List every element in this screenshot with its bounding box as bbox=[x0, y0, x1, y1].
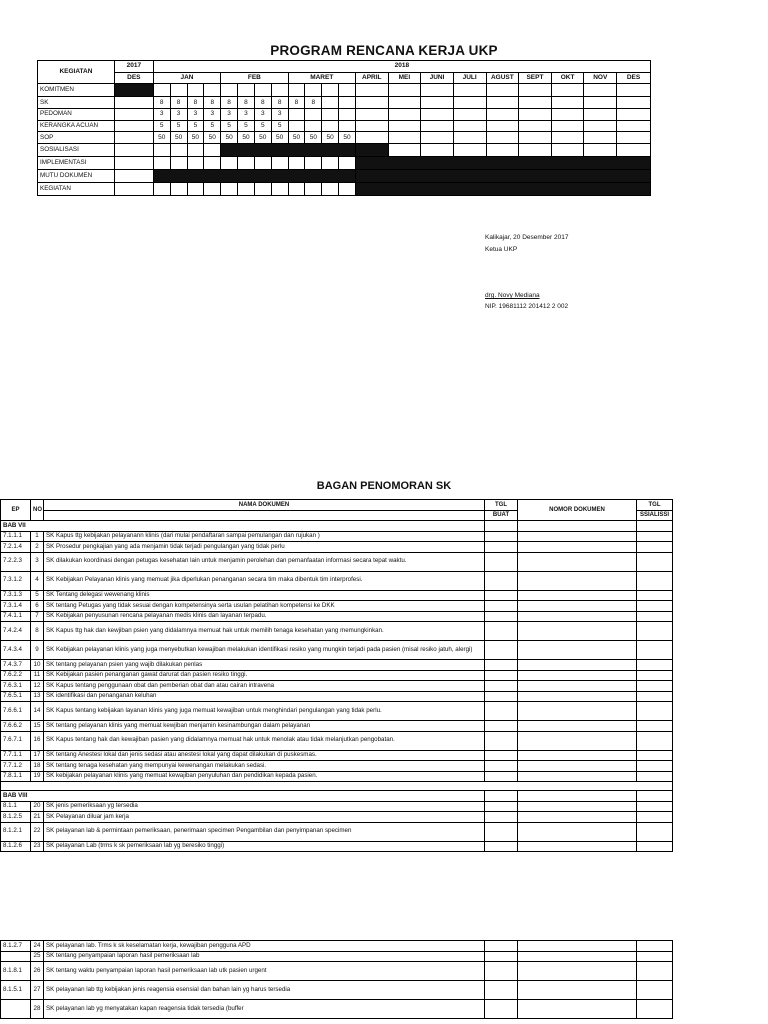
gantt-value: 8 bbox=[305, 97, 322, 109]
table-row bbox=[1, 691, 673, 702]
nomor-dokumen-cell bbox=[518, 542, 637, 553]
nomor-dokumen-cell bbox=[518, 812, 637, 823]
nomor-dokumen-cell bbox=[518, 962, 637, 981]
ep-cell: 8.1.2.6 bbox=[1, 841, 31, 852]
tgl-sosialisasi-cell bbox=[637, 622, 673, 641]
table-row bbox=[1, 552, 673, 571]
tgl-buat-cell bbox=[485, 542, 518, 553]
gantt-value: 3 bbox=[254, 109, 271, 121]
ep-cell: 7.7.1.2 bbox=[1, 761, 31, 772]
no-cell: 20 bbox=[31, 801, 44, 812]
gantt-value: 8 bbox=[238, 97, 255, 109]
gantt-value: 8 bbox=[254, 97, 271, 109]
tgl-buat-header: TGL bbox=[485, 500, 518, 511]
nomor-dokumen-cell bbox=[518, 670, 637, 681]
signature-name: drg. Novy Mediana bbox=[485, 292, 540, 299]
tgl-sosialisasi-cell bbox=[637, 750, 673, 761]
bab-heading: BAB VIII bbox=[1, 791, 485, 802]
ep-cell: 8.1.2.1 bbox=[1, 822, 31, 841]
tgl-buat-cell bbox=[485, 571, 518, 590]
row-label: SOP bbox=[38, 132, 115, 144]
month-header: FEB bbox=[221, 72, 288, 84]
nama-dokumen-cell: SK pelayanan lab ttg kebijakan jenis reagensia esensial dan bahan lain yg harus tersedia bbox=[44, 981, 485, 1000]
tgl-buat-cell bbox=[485, 590, 518, 601]
tgl-sosialisasi-cell bbox=[637, 1000, 673, 1019]
table-row bbox=[1, 941, 673, 952]
tgl-sosialisasi-cell bbox=[637, 721, 673, 732]
nomor-dokumen-cell bbox=[518, 801, 637, 812]
no-cell: 16 bbox=[31, 731, 44, 750]
tgl-buat-cell bbox=[485, 611, 518, 622]
nama-dokumen-cell: SK Kebijakan penyusunan rencana pelayanan medis klinis dan layanan terpadu. bbox=[44, 611, 485, 622]
row-label: SOSIALISASI bbox=[38, 144, 115, 157]
tgl-buat-cell bbox=[485, 750, 518, 761]
table-row bbox=[1, 702, 673, 721]
ep-cell: 7.6.6.2 bbox=[1, 721, 31, 732]
ep-cell: 7.4.3.4 bbox=[1, 641, 31, 660]
gantt-value: 5 bbox=[221, 120, 238, 132]
program-title: PROGRAM RENCANA KERJA UKP bbox=[270, 43, 498, 58]
month-header: SEPT bbox=[519, 72, 552, 84]
tgl-sosialisasi-cell bbox=[637, 590, 673, 601]
ep-cell: 8.1.5.1 bbox=[1, 981, 31, 1000]
table-row bbox=[1, 731, 673, 750]
gantt-value: 50 bbox=[170, 132, 187, 144]
nama-dokumen-cell: SK pelayanan lab. Trms k sk keselamatan kerja, kewajiban pengguna APD bbox=[44, 941, 485, 952]
gantt-bar bbox=[153, 170, 355, 183]
tgl-buat-cell bbox=[485, 761, 518, 772]
gantt-value: 5 bbox=[271, 120, 288, 132]
nomor-dokumen-cell bbox=[518, 841, 637, 852]
penomoran-title: BAGAN PENOMORAN SK bbox=[316, 480, 452, 492]
tgl-sosialisasi-cell bbox=[637, 670, 673, 681]
nomor-dokumen-cell bbox=[518, 1000, 637, 1019]
table-row bbox=[1, 721, 673, 732]
table-row bbox=[1, 660, 673, 671]
gantt-value: 8 bbox=[204, 97, 221, 109]
tgl-buat-cell bbox=[485, 702, 518, 721]
kegiatan-header: KEGIATAN bbox=[38, 61, 115, 84]
signature-nip: NIP. 19681112 201412 2 002 bbox=[485, 303, 569, 310]
no-cell: 27 bbox=[31, 981, 44, 1000]
table-row bbox=[1, 641, 673, 660]
no-cell: 25 bbox=[31, 951, 44, 962]
gantt-value: 8 bbox=[153, 97, 170, 109]
gantt-value: 50 bbox=[305, 132, 322, 144]
no-cell: 6 bbox=[31, 601, 44, 612]
nomor-dokumen-cell bbox=[518, 531, 637, 542]
tgl-sosialisasi-cell bbox=[637, 951, 673, 962]
nama-dokumen-cell: SK Kapus ttg hak dan kewjiban psien yang didalamnya memuat hak untuk memilih tenaga kesehatan yang memungkinkan. bbox=[44, 622, 485, 641]
tgl-buat-cell bbox=[485, 622, 518, 641]
gantt-value: 8 bbox=[187, 97, 204, 109]
tgl-sosialisasi-header: TGL bbox=[637, 500, 673, 511]
ep-cell: 7.7.1.1 bbox=[1, 750, 31, 761]
month-header: AGUST bbox=[486, 72, 519, 84]
nomor-dokumen-cell bbox=[518, 951, 637, 962]
ep-cell bbox=[1, 1000, 31, 1019]
gantt-value: 3 bbox=[271, 109, 288, 121]
nama-dokumen-header: NAMA DOKUMEN bbox=[44, 500, 485, 511]
nomor-dokumen-cell bbox=[518, 660, 637, 671]
gantt-value: 8 bbox=[221, 97, 238, 109]
ep-cell: 7.3.1.4 bbox=[1, 601, 31, 612]
no-cell: 10 bbox=[31, 660, 44, 671]
no-cell: 21 bbox=[31, 812, 44, 823]
gantt-value: 3 bbox=[170, 109, 187, 121]
gantt-value: 5 bbox=[254, 120, 271, 132]
nama-dokumen-cell: SK dilakukan koordinasi dengan petugas kesehatan lain untuk menjamin perolehan dan pemanfaatan informasi secara tepat waktu. bbox=[44, 552, 485, 571]
nama-dokumen-cell: SK Kapus tentang hak dan kewajiban pasien yang didalamnya memuat hak untuk menolak atau tidak melanjutkan pengobatan. bbox=[44, 731, 485, 750]
nama-dokumen-cell: SK Kebijakan Pelayanan klinis yang memuat jika diperlukan penanganan secara tim maka dibentuk tim interprofesi. bbox=[44, 571, 485, 590]
nomor-dokumen-header: NOMOR DOKUMEN bbox=[518, 500, 637, 521]
nomor-dokumen-cell bbox=[518, 691, 637, 702]
no-cell: 2 bbox=[31, 542, 44, 553]
month-header: MARET bbox=[288, 72, 355, 84]
nama-dokumen-cell: SK Kapus tentang penggunaan obat dan pemberian obat dan atau cairan intravena bbox=[44, 681, 485, 692]
tgl-sosialisasi-cell bbox=[637, 761, 673, 772]
tgl-buat-cell bbox=[485, 670, 518, 681]
table-row bbox=[1, 670, 673, 681]
tgl-buat-cell bbox=[485, 531, 518, 542]
table-row bbox=[1, 542, 673, 553]
tgl-buat-cell bbox=[485, 771, 518, 782]
nomor-dokumen-cell bbox=[518, 641, 637, 660]
month-header: JUNI bbox=[421, 72, 454, 84]
nomor-dokumen-cell bbox=[518, 571, 637, 590]
ep-cell: 7.6.2.2 bbox=[1, 670, 31, 681]
gantt-value: 8 bbox=[170, 97, 187, 109]
month-header: APRIL bbox=[355, 72, 388, 84]
nomor-dokumen-cell bbox=[518, 822, 637, 841]
no-cell: 19 bbox=[31, 771, 44, 782]
ep-cell: 7.2.2.3 bbox=[1, 552, 31, 571]
gantt-value: 50 bbox=[288, 132, 305, 144]
month-header: JULI bbox=[453, 72, 486, 84]
no-cell: 9 bbox=[31, 641, 44, 660]
gantt-bar bbox=[355, 144, 388, 157]
table-row bbox=[1, 962, 673, 981]
tgl-buat-cell bbox=[485, 601, 518, 612]
gantt-value: 5 bbox=[187, 120, 204, 132]
gantt-value: 5 bbox=[170, 120, 187, 132]
gantt-value: 50 bbox=[153, 132, 170, 144]
nama-dokumen-cell: SK tentang penyampaian laporan hasil pemeriksaan lab bbox=[44, 951, 485, 962]
no-cell: 14 bbox=[31, 702, 44, 721]
no-cell: 18 bbox=[31, 761, 44, 772]
no-cell: 13 bbox=[31, 691, 44, 702]
gantt-value: 5 bbox=[153, 120, 170, 132]
ep-cell: 7.3.1.2 bbox=[1, 571, 31, 590]
tgl-sosialisasi-cell bbox=[637, 601, 673, 612]
signature-place-date: Kalikajar, 20 Desember 2017 bbox=[485, 234, 569, 241]
tgl-sosialisasi-cell bbox=[637, 531, 673, 542]
tgl-buat-cell bbox=[485, 951, 518, 962]
row-label: PEDOMAN bbox=[38, 109, 115, 121]
row-label: KOMITMEN bbox=[38, 84, 115, 97]
year-2018-header: 2018 bbox=[153, 61, 650, 73]
ep-cell: 7.3.1.3 bbox=[1, 590, 31, 601]
nomor-dokumen-cell bbox=[518, 681, 637, 692]
gantt-value: 3 bbox=[204, 109, 221, 121]
gantt-bar bbox=[355, 183, 650, 196]
no-cell: 11 bbox=[31, 670, 44, 681]
gantt-value: 3 bbox=[187, 109, 204, 121]
gantt-bar bbox=[114, 84, 153, 97]
no-cell: 7 bbox=[31, 611, 44, 622]
gantt-value: 8 bbox=[288, 97, 305, 109]
ep-cell: 7.4.2.4 bbox=[1, 622, 31, 641]
no-cell: 3 bbox=[31, 552, 44, 571]
nama-dokumen-cell: SK Kapus ttg kebijakan pelayanann klinis (dari mulai pendaftaran sampai pemulangan dan rujukan ) bbox=[44, 531, 485, 542]
month-header: DES bbox=[114, 72, 153, 84]
sk-numbering-table bbox=[0, 499, 673, 852]
tgl-buat-cell bbox=[485, 812, 518, 823]
nama-dokumen-cell: SK kebijakan pelayanan klinis yang memuat kewajiban penyuluhan dan pendidikan kepada pasien. bbox=[44, 771, 485, 782]
gantt-value: 50 bbox=[187, 132, 204, 144]
ep-cell: 7.1.1.1 bbox=[1, 531, 31, 542]
tgl-sosialisasi-cell bbox=[637, 731, 673, 750]
tgl-buat-cell bbox=[485, 731, 518, 750]
tgl-buat-cell bbox=[485, 641, 518, 660]
gantt-bar bbox=[355, 170, 650, 183]
tgl-sosialisasi-cell bbox=[637, 771, 673, 782]
no-cell: 5 bbox=[31, 590, 44, 601]
table-row bbox=[1, 841, 673, 852]
nomor-dokumen-cell bbox=[518, 721, 637, 732]
nama-dokumen-cell: SK jenis pemeriksaan yg tersedia bbox=[44, 801, 485, 812]
gantt-value: 5 bbox=[238, 120, 255, 132]
ep-cell: 7.6.6.1 bbox=[1, 702, 31, 721]
gantt-value: 3 bbox=[153, 109, 170, 121]
nama-dokumen-cell: SK tentang waktu penyampaian laporan hasil pemeriksaan lab utk pasien urgent bbox=[44, 962, 485, 981]
table-row bbox=[1, 1000, 673, 1019]
nomor-dokumen-cell bbox=[518, 702, 637, 721]
tgl-buat-cell bbox=[485, 660, 518, 671]
no-header: NO bbox=[31, 500, 44, 521]
nomor-dokumen-cell bbox=[518, 731, 637, 750]
month-header: DES bbox=[617, 72, 651, 84]
table-row bbox=[1, 761, 673, 772]
tgl-buat-cell bbox=[485, 1000, 518, 1019]
tgl-buat-cell bbox=[485, 721, 518, 732]
ep-cell: 7.2.1.4 bbox=[1, 542, 31, 553]
nama-dokumen-cell: SK Tentang delegasi wewenang klinis bbox=[44, 590, 485, 601]
gantt-value: 50 bbox=[238, 132, 255, 144]
nomor-dokumen-cell bbox=[518, 601, 637, 612]
nomor-dokumen-cell bbox=[518, 611, 637, 622]
table-row bbox=[1, 611, 673, 622]
table-row bbox=[1, 590, 673, 601]
row-label: KEGIATAN bbox=[38, 183, 115, 196]
row-label: KERANGKA ACUAN bbox=[38, 120, 115, 132]
ep-cell: 7.6.3.1 bbox=[1, 681, 31, 692]
nomor-dokumen-cell bbox=[518, 981, 637, 1000]
ep-cell: 7.6.7.1 bbox=[1, 731, 31, 750]
nama-dokumen-cell: SK Kebijakan pelayanan klinis yang juga menyebutkan kewajiban melakukan identifikasi resiko yang mungkin terjadi pada pasien (misal resiko jatuh, alergi) bbox=[44, 641, 485, 660]
month-header: MEI bbox=[388, 72, 421, 84]
nama-dokumen-cell: SK tentang tenaga kesehatan yang mempunyai kewenangan melakukan sedasi. bbox=[44, 761, 485, 772]
tgl-sosialisasi-cell bbox=[637, 571, 673, 590]
nama-dokumen-cell: SK pelayanan lab yg menyatakan kapan reagensia tidak tersedia (buffer bbox=[44, 1000, 485, 1019]
month-header: OKT bbox=[551, 72, 584, 84]
nomor-dokumen-cell bbox=[518, 622, 637, 641]
tgl-sosialisasi-cell bbox=[637, 660, 673, 671]
table-row bbox=[1, 812, 673, 823]
gantt-value: 5 bbox=[204, 120, 221, 132]
gantt-value: 8 bbox=[271, 97, 288, 109]
nama-dokumen-cell: SK pelayanan Lab (trms k sk pemeriksaan lab yg beresiko tinggi) bbox=[44, 841, 485, 852]
tgl-sosialisasi-cell bbox=[637, 962, 673, 981]
no-cell: 15 bbox=[31, 721, 44, 732]
table-row bbox=[1, 681, 673, 692]
gantt-value: 3 bbox=[221, 109, 238, 121]
nomor-dokumen-cell bbox=[518, 750, 637, 761]
tgl-sosialisasi-cell bbox=[637, 611, 673, 622]
gantt-value: 50 bbox=[271, 132, 288, 144]
table-row bbox=[1, 771, 673, 782]
ep-cell: 8.1.2.7 bbox=[1, 941, 31, 952]
table-row bbox=[1, 531, 673, 542]
nama-dokumen-cell: SK tentang pelayanan klinis yang memuat kewjiban menjamin kesinambungan dalam pelayanan bbox=[44, 721, 485, 732]
no-cell: 22 bbox=[31, 822, 44, 841]
sk-numbering-table-continued bbox=[0, 940, 673, 1019]
nama-dokumen-cell: SK Pelayanan diluar jam kerja bbox=[44, 812, 485, 823]
no-cell: 17 bbox=[31, 750, 44, 761]
row-label: MUTU DOKUMEN bbox=[38, 170, 115, 183]
no-cell: 26 bbox=[31, 962, 44, 981]
gantt-bar bbox=[221, 144, 356, 157]
nama-dokumen-cell: SK pelayanan lab & permintaan pemeriksaan, penerimaan specimen Pengambilan dan penyimpanan specimen bbox=[44, 822, 485, 841]
nama-dokumen-cell: SK Kapus tentang kebijakan layanan klinis yang juga memuat kewajiban untuk menghindari pengulangan yang tidak perlu. bbox=[44, 702, 485, 721]
gantt-value: 50 bbox=[322, 132, 339, 144]
ep-header: EP bbox=[1, 500, 31, 521]
no-cell: 23 bbox=[31, 841, 44, 852]
nomor-dokumen-cell bbox=[518, 552, 637, 571]
row-label: SK bbox=[38, 97, 115, 109]
tgl-buat-cell bbox=[485, 962, 518, 981]
tgl-sosialisasi-header-2: SSIALISSI bbox=[637, 510, 673, 521]
table-row bbox=[1, 981, 673, 1000]
tgl-sosialisasi-cell bbox=[637, 641, 673, 660]
gantt-value: 50 bbox=[339, 132, 356, 144]
tgl-sosialisasi-cell bbox=[637, 981, 673, 1000]
nama-dokumen-cell: SK tentang Petugas yang tidak sesuai dengan kompetensinya serta usulan pelatihan kompetensi ke DKK bbox=[44, 601, 485, 612]
tgl-buat-cell bbox=[485, 822, 518, 841]
no-cell: 12 bbox=[31, 681, 44, 692]
nama-dokumen-cell: SK Kebijakan pasien penanganan gawat darurat dan pasien resiko tinggi. bbox=[44, 670, 485, 681]
ep-cell: 8.1.1 bbox=[1, 801, 31, 812]
tgl-sosialisasi-cell bbox=[637, 702, 673, 721]
table-row bbox=[1, 822, 673, 841]
nama-dokumen-cell: SK tentang Anestesi lokal dan jenis sedasi atau anestesi lokal yang dapat dilakukan di puskesmas. bbox=[44, 750, 485, 761]
nomor-dokumen-cell bbox=[518, 771, 637, 782]
no-cell: 1 bbox=[31, 531, 44, 542]
tgl-buat-cell bbox=[485, 841, 518, 852]
tgl-sosialisasi-cell bbox=[637, 941, 673, 952]
tgl-sosialisasi-cell bbox=[637, 552, 673, 571]
ep-cell: 8.1.8.1 bbox=[1, 962, 31, 981]
tgl-buat-cell bbox=[485, 691, 518, 702]
ep-cell bbox=[1, 951, 31, 962]
ep-cell: 8.1.2.5 bbox=[1, 812, 31, 823]
tgl-sosialisasi-cell bbox=[637, 812, 673, 823]
signature-role: Ketua UKP bbox=[485, 246, 518, 253]
tgl-buat-cell bbox=[485, 941, 518, 952]
nama-dokumen-cell: SK tentang pelayanan psien yang wajib dilakukan penlas bbox=[44, 660, 485, 671]
tgl-buat-cell bbox=[485, 801, 518, 812]
table-row bbox=[1, 601, 673, 612]
no-cell: 28 bbox=[31, 1000, 44, 1019]
table-row bbox=[1, 622, 673, 641]
ep-cell: 7.8.1.1 bbox=[1, 771, 31, 782]
nama-dokumen-cell: SK identifikasi dan penanganan keluhan bbox=[44, 691, 485, 702]
tgl-sosialisasi-cell bbox=[637, 822, 673, 841]
nomor-dokumen-cell bbox=[518, 761, 637, 772]
tgl-sosialisasi-cell bbox=[637, 542, 673, 553]
month-header: JAN bbox=[153, 72, 220, 84]
tgl-buat-cell bbox=[485, 552, 518, 571]
nama-dokumen-cell: SK Prosedur pengkajian yang ada menjamin tidak terjadi pengulangan yang tidak perlu bbox=[44, 542, 485, 553]
table-row bbox=[1, 951, 673, 962]
gantt-value: 50 bbox=[254, 132, 271, 144]
gantt-bar bbox=[355, 157, 650, 170]
year-2017-header: 2017 bbox=[114, 61, 153, 73]
bab-heading: BAB VII bbox=[1, 521, 485, 532]
tgl-buat-cell bbox=[485, 981, 518, 1000]
tgl-sosialisasi-cell bbox=[637, 681, 673, 692]
gantt-value: 3 bbox=[238, 109, 255, 121]
table-row bbox=[1, 750, 673, 761]
row-label: IMPLEMENTASI bbox=[38, 157, 115, 170]
no-cell: 24 bbox=[31, 941, 44, 952]
month-header: NOV bbox=[584, 72, 617, 84]
gantt-value: 50 bbox=[204, 132, 221, 144]
tgl-sosialisasi-cell bbox=[637, 841, 673, 852]
tgl-sosialisasi-cell bbox=[637, 801, 673, 812]
program-gantt-table bbox=[37, 60, 651, 196]
no-cell: 8 bbox=[31, 622, 44, 641]
ep-cell: 7.4.3.7 bbox=[1, 660, 31, 671]
table-row bbox=[1, 571, 673, 590]
tgl-buat-header-2: BUAT bbox=[485, 510, 518, 521]
nomor-dokumen-cell bbox=[518, 941, 637, 952]
table-row bbox=[1, 801, 673, 812]
ep-cell: 7.4.1.1 bbox=[1, 611, 31, 622]
gantt-value: 50 bbox=[221, 132, 238, 144]
tgl-buat-cell bbox=[485, 681, 518, 692]
nomor-dokumen-cell bbox=[518, 590, 637, 601]
ep-cell: 7.6.5.1 bbox=[1, 691, 31, 702]
tgl-sosialisasi-cell bbox=[637, 691, 673, 702]
no-cell: 4 bbox=[31, 571, 44, 590]
